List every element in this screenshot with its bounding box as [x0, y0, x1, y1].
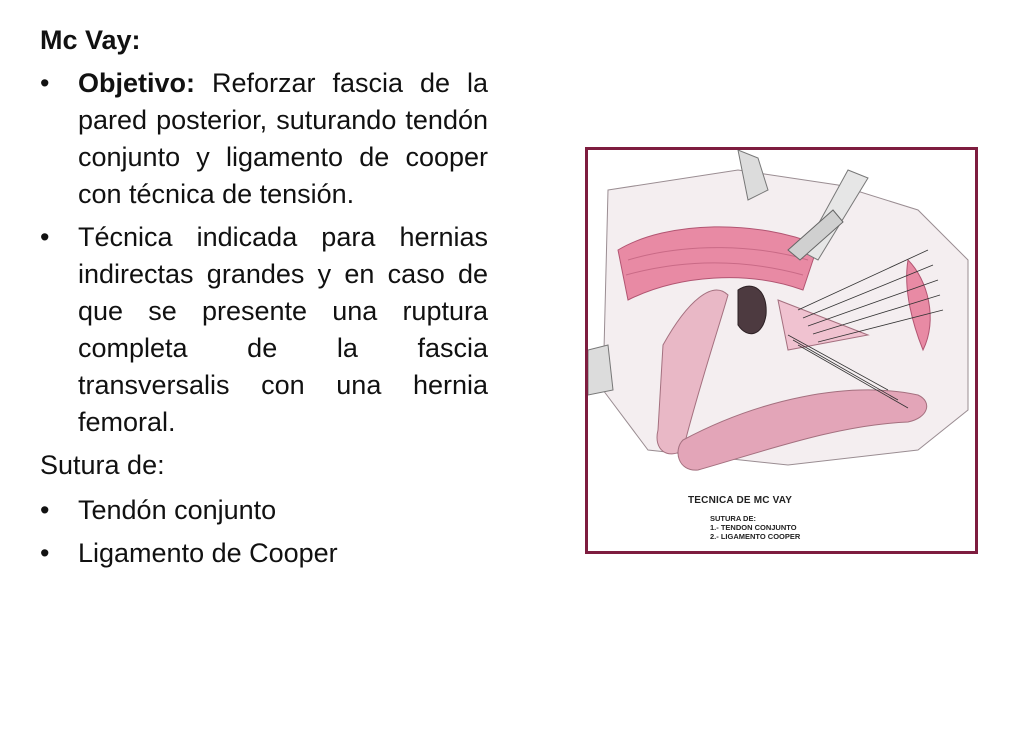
bullet-dot: • [40, 68, 50, 98]
bullet-objetivo [40, 65, 488, 213]
caption-title: TECNICA DE MC VAY [688, 495, 793, 506]
surgical-illustration [585, 147, 978, 554]
sutura-label: Sutura de: [40, 450, 165, 480]
objetivo-label: Objetivo: [78, 68, 196, 98]
tecnica-text: Técnica indicada para hernias indirectas grandes y en caso de que se presente una ruptura completa de la fascia transversalis con una hernia femoral. [78, 222, 488, 437]
bullet-dot: • [40, 495, 50, 525]
slide-text [40, 22, 488, 578]
sutura-item [40, 492, 488, 529]
sutura-item-text: Ligamento de Cooper [78, 538, 338, 568]
caption-line: SUTURA DE: [710, 514, 756, 523]
hernia-repair-drawing [588, 150, 975, 551]
objetivo-text: Reforzar fascia de la pared posterior, suturando tendón conjunto y ligamento de cooper con técnica de tensión. [78, 68, 488, 209]
bullet-dot: • [40, 538, 50, 568]
caption-line: 2.- LIGAMENTO COOPER [710, 532, 801, 541]
sutura-item-text: Tendón conjunto [78, 495, 277, 525]
figure-caption [688, 495, 948, 541]
sutura-item [40, 535, 488, 572]
caption-line: 1.- TENDON CONJUNTO [710, 523, 797, 532]
slide-heading: Mc Vay: [40, 25, 141, 55]
bullet-dot: • [40, 222, 50, 252]
bullet-tecnica [40, 219, 488, 441]
